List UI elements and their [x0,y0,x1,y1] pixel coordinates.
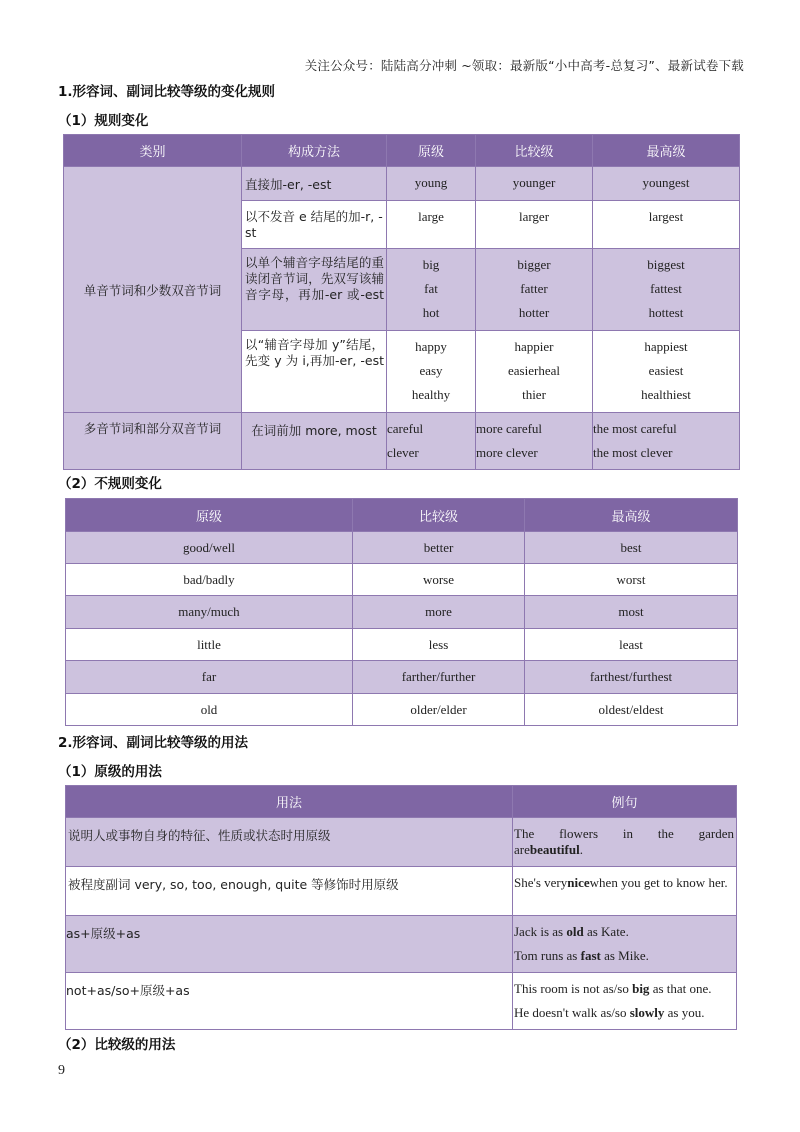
superlative-cell: happiest easiest healthiest [593,331,740,413]
table-row [64,167,740,201]
superlative-cell: farthest/furthest [525,661,738,694]
comparative-cell: worse [353,564,525,596]
section2-sub2: （2）比较级的用法 [58,1037,176,1053]
table-row [64,413,740,470]
header-method: 构成方法 [242,135,387,167]
section2-sub1: （1）原级的用法 [58,764,162,780]
group-monosyllabic: 单音节词和少数双音节词 [64,167,242,413]
superlative-cell: worst [525,564,738,596]
positive-cell: little [66,629,353,661]
usage-cell: 被程度副词 very, so, too, enough, quite 等修饰时用原级 [66,867,513,916]
page-number: 9 [58,1063,65,1078]
comparative-cell: younger [476,167,593,201]
comparative-cell: happier easierheal thier [476,331,593,413]
table-row [66,596,738,629]
superlative-cell: oldest/eldest [525,694,738,726]
superlative-cell: largest [593,201,740,249]
method-cell: 直接加-er, -est [242,167,387,201]
header-category: 类别 [64,135,242,167]
table-row [66,564,738,596]
example-cell: She's verynicewhen you get to know her. [513,867,737,916]
positive-cell: young [387,167,476,201]
usage-cell: 说明人或事物自身的特征、性质或状态时用原级 [66,818,513,867]
superlative-cell: least [525,629,738,661]
table-row [66,867,737,916]
page-header: 关注公众号：陆陆高分冲刺 ~领取：最新版“小中高考-总复习”、最新试卷下载 [304,58,744,73]
header-superlative: 最高级 [593,135,740,167]
comparative-cell: farther/further [353,661,525,694]
superlative-cell: the most careful the most clever [593,413,740,470]
header-usage: 用法 [66,786,513,818]
comparative-cell: more careful more clever [476,413,593,470]
superlative-cell: best [525,532,738,564]
comparative-cell: less [353,629,525,661]
comparative-cell: larger [476,201,593,249]
positive-cell: large [387,201,476,249]
positive-cell: far [66,661,353,694]
header-positive: 原级 [66,499,353,532]
header-example: 例句 [513,786,737,818]
positive-usage-table [65,785,737,1030]
section1-sub1: （1）规则变化 [58,113,149,129]
table-row [66,532,738,564]
superlative-cell: youngest [593,167,740,201]
positive-cell: big fat hot [387,249,476,331]
method-cell: 以单个辅音字母结尾的重读闭音节词，先双写该辅音字母，再加-er 或-est [242,249,387,331]
table-row [66,629,738,661]
positive-cell: careful clever [387,413,476,470]
example-cell: The flowers in the garden arebeautiful. [513,818,737,867]
comparative-cell: older/elder [353,694,525,726]
comparative-cell: more [353,596,525,629]
method-cell: 在词前加 more, most [242,413,387,470]
irregular-change-table [65,498,738,726]
section1-title: 1.形容词、副词比较等级的变化规则 [58,84,276,100]
usage-cell: not+as/so+原级+as [66,973,513,1030]
section1-sub2: （2）不规则变化 [58,476,162,492]
group-polysyllabic: 多音节词和部分双音节词 [64,413,242,470]
comparative-cell: better [353,532,525,564]
header-comparative: 比较级 [353,499,525,532]
header-comparative: 比较级 [476,135,593,167]
table-row [66,661,738,694]
table-row [66,818,737,867]
positive-cell: happy easy healthy [387,331,476,413]
regular-change-table [63,134,740,470]
comparative-cell: bigger fatter hotter [476,249,593,331]
positive-cell: bad/badly [66,564,353,596]
table-row [66,916,737,973]
positive-cell: old [66,694,353,726]
usage-cell: as+原级+as [66,916,513,973]
header-positive: 原级 [387,135,476,167]
superlative-cell: most [525,596,738,629]
section2-title: 2.形容词、副词比较等级的用法 [58,735,249,751]
table-row [66,973,737,1030]
table-row [66,694,738,726]
method-cell: 以不发音 e 结尾的加-r, -st [242,201,387,249]
example-cell: Jack is as old as Kate. Tom runs as fast as Mike. [513,916,737,973]
header-superlative: 最高级 [525,499,738,532]
method-cell: 以“辅音字母加 y”结尾，先变 y 为 i,再加-er, -est [242,331,387,413]
positive-cell: good/well [66,532,353,564]
positive-cell: many/much [66,596,353,629]
superlative-cell: biggest fattest hottest [593,249,740,331]
example-cell: This room is not as/so big as that one. He doesn't walk as/so slowly as you. [513,973,737,1030]
